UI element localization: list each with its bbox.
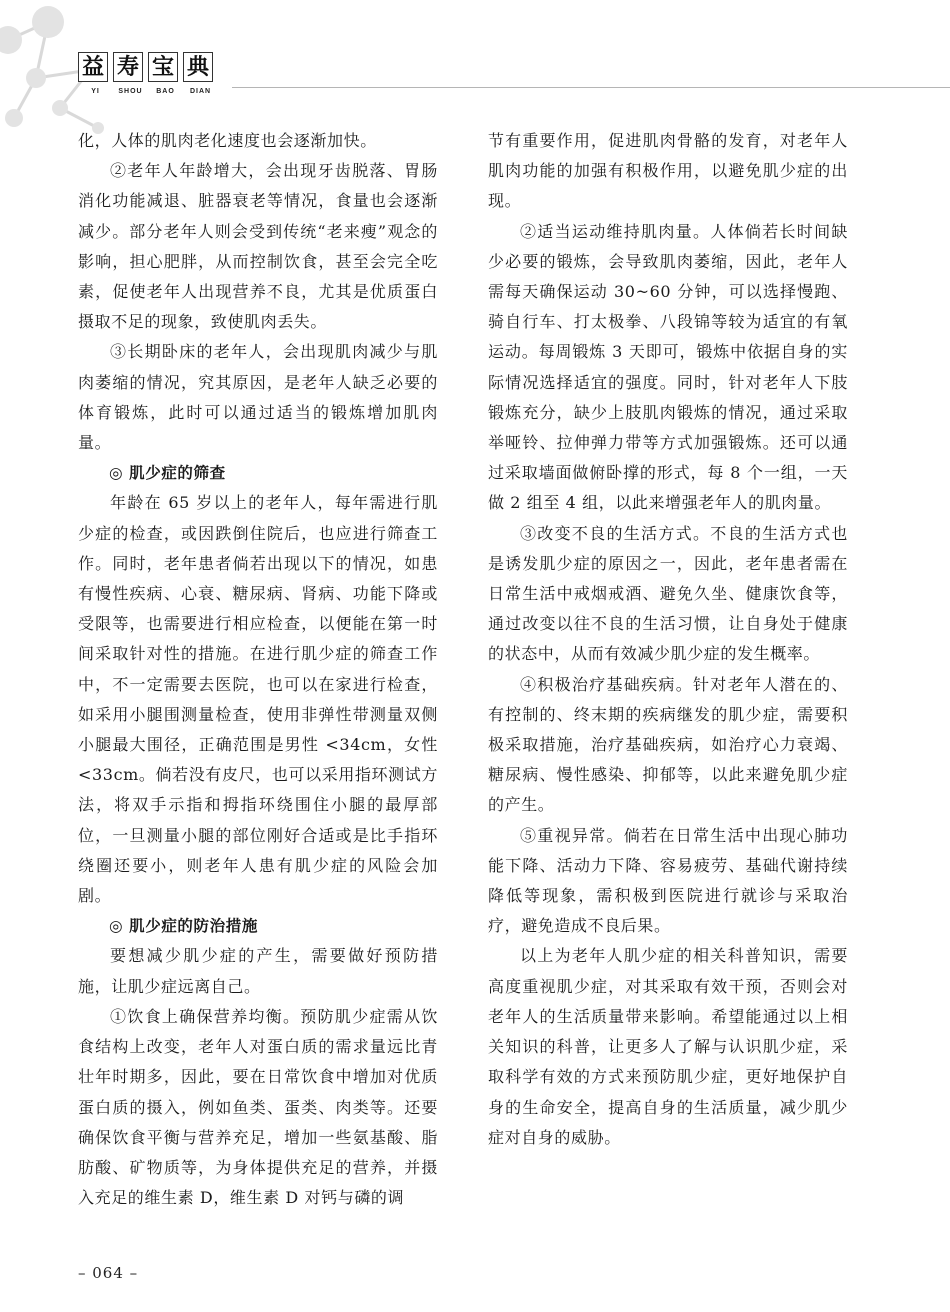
paragraph: ①饮食上确保营养均衡。预防肌少症需从饮食结构上改变，老年人对蛋白质的需求量远比青壮年时期多，因此，要在日常饮食中增加对优质蛋白质的摄入，例如鱼类、蛋类、肉类等。还要确保饮食平衡与营养充足，增加一些氨基酸、脂肪酸、矿物质等，为身体提供充足的营养，并摄入充足的维生素 D，维生素 D 对钙与磷的调 bbox=[78, 1006, 438, 1208]
masthead-char: 典 bbox=[183, 52, 213, 82]
section-heading: ◎ 肌少症的防治措施 bbox=[109, 917, 258, 936]
paragraph: ③改变不良的生活方式。不良的生活方式也是诱发肌少症的原因之一，因此，老年患者需在日常生活中戒烟戒酒、避免久坐、健康饮食等，通过改变以往不良的生活习惯，让自身处于健康的状态中，从而有效减少肌少症的发生概率。 bbox=[488, 523, 848, 664]
paragraph: ②老年人年龄增大，会出现牙齿脱落、胃肠消化功能减退、脏器衰老等情况，食量也会逐渐减少。部分老年人则会受到传统“老来瘦”观念的影响，担心肥胖，从而控制饮食，甚至会完全吃素，促使老年人出现营养不良，尤其是优质蛋白摄取不足的现象，致使肌肉丢失。 bbox=[78, 161, 438, 332]
header-rule bbox=[232, 87, 950, 88]
paragraph: 年龄在 65 岁以上的老年人，每年需进行肌少症的检查，或因跌倒住院后，也应进行筛查工作。同时，老年患者倘若出现以下的情况，如患有慢性疾病、心衰、糖尿病、肾病、功能下降或受限等，也需要进行相应检查，以便能在第一时间采取针对性的措施。在进行肌少症的筛查工作中，不一定需要去医院，也可以在家进行检查，如采用小腿围测量检查，使用非弹性带测量双侧小腿最大围径，正确范围是男性 <34cm，女性 <33cm。倘若没有皮尺，也可以采用指环测试方法，将双手示指和拇指环绕围住小腿的最厚部位，一旦测量小腿的部位刚好合适或是比手指环绕圈还要小，则老年人患有肌少症的风险会加剧。 bbox=[78, 493, 438, 906]
paragraph: ④积极治疗基础疾病。针对老年人潜在的、有控制的、终末期的疾病继发的肌少症，需要积极采取措施，治疗基础疾病，如治疗心力衰竭、糖尿病、慢性感染、抑郁等，以此来避免肌少症的产生。 bbox=[488, 674, 848, 815]
masthead-pinyin bbox=[78, 88, 218, 95]
paragraph: ⑤重视异常。倘若在日常生活中出现心肺功能下降、活动力下降、容易疲劳、基础代谢持续降低等现象，需积极到医院进行就诊与采取治疗，避免造成不良后果。 bbox=[488, 825, 848, 936]
masthead-char: 宝 bbox=[148, 52, 178, 82]
left-column bbox=[78, 126, 438, 1213]
right-column bbox=[488, 126, 848, 1153]
masthead-title bbox=[78, 52, 218, 82]
masthead bbox=[78, 52, 218, 95]
masthead-pinyin-syllable: YI bbox=[91, 88, 100, 95]
paragraph: ②适当运动维持肌肉量。人体倘若长时间缺少必要的锻炼，会导致肌肉萎缩，因此，老年人需每天确保运动 30~60 分钟，可以选择慢跑、骑自行车、打太极拳、八段锦等较为适宜的有氧运动。每周锻炼 3 天即可，锻炼中依据自身的实际情况选择适宜的强度。同时，针对老年人下肢锻炼充分，缺少上肢肌肉锻炼的情况，通过采取举哑铃、拉伸弹力带等方式加强锻炼。还可以通过采取墙面做俯卧撑的形式，每 8 个一组，一天做 2 组至 4 组，以此来增强老年人的肌肉量。 bbox=[488, 221, 848, 513]
paragraph: 要想减少肌少症的产生，需要做好预防措施，让肌少症远离自己。 bbox=[78, 946, 438, 996]
page-number: – 064 – bbox=[78, 1264, 139, 1282]
masthead-char: 益 bbox=[78, 52, 108, 82]
continued-paragraph: 节有重要作用，促进肌肉骨骼的发育，对老年人肌肉功能的加强有积极作用，以避免肌少症的出现。 bbox=[488, 131, 848, 211]
section-heading: ◎ 肌少症的筛查 bbox=[109, 464, 226, 483]
continued-paragraph: 化，人体的肌肉老化速度也会逐渐加快。 bbox=[78, 131, 377, 150]
masthead-pinyin-syllable: SHOU bbox=[118, 88, 143, 95]
paragraph: 以上为老年人肌少症的相关科普知识，需要高度重视肌少症，对其采取有效干预，否则会对老年人的生活质量带来影响。希望能通过以上相关知识的科普，让更多人了解与认识肌少症，采取科学有效的方式来预防肌少症，更好地保护自身的生命安全，提高自身的生活质量，减少肌少症对自身的威胁。 bbox=[488, 946, 848, 1147]
masthead-pinyin-syllable: DIAN bbox=[189, 88, 212, 95]
masthead-pinyin-syllable: BAO bbox=[156, 88, 175, 95]
masthead-char: 寿 bbox=[113, 52, 143, 82]
paragraph: ③长期卧床的老年人，会出现肌肉减少与肌肉萎缩的情况，究其原因，是老年人缺乏必要的体育锻炼，此时可以通过适当的锻炼增加肌肉量。 bbox=[78, 342, 438, 453]
